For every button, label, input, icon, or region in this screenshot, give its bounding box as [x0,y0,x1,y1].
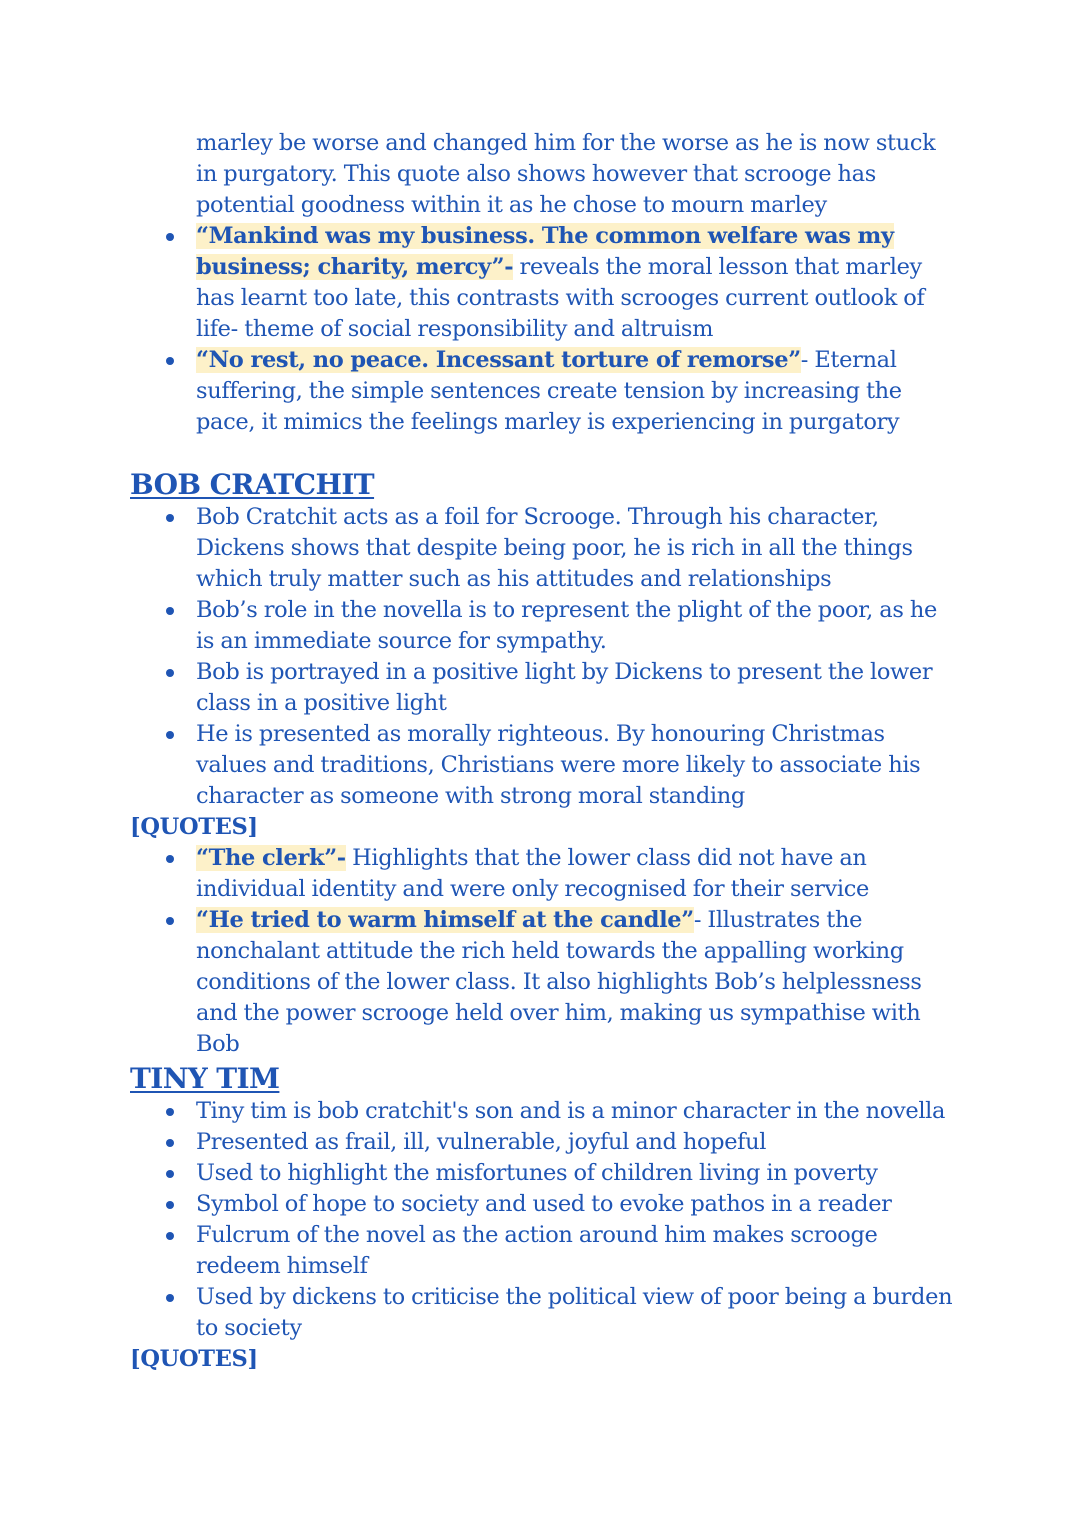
quotes-heading-bob: [QUOTES] [130,814,258,840]
list-item [130,1158,960,1189]
point-text: Bob’s role in the novella is to represent the plight of the poor, as he is an immediate source for sympathy. [196,597,937,654]
point-text: Fulcrum of the novel as the action around him makes scrooge redeem himself [196,1222,878,1279]
point-text: Symbol of hope to society and used to evoke pathos in a reader [196,1191,892,1217]
highlighted-quote: “No rest, no peace. Incessant torture of remorse” [196,347,801,373]
document-page [130,128,960,1375]
highlighted-quote: “The clerk”- [196,845,346,871]
section-heading-bob-cratchit: BOB CRATCHIT [130,468,375,501]
bullet-icon [166,731,174,739]
bullet-icon [166,233,174,241]
quotes-heading-tim: [QUOTES] [130,1346,258,1372]
list-item [130,1189,960,1220]
list-item [130,905,960,1060]
list-item [130,719,960,812]
list-item [130,595,960,657]
list-item [130,657,960,719]
bullet-icon [166,917,174,925]
bullet-icon [166,514,174,522]
bullet-icon [166,1170,174,1178]
bullet-icon [166,855,174,863]
point-text: Bob is portrayed in a positive light by Dickens to present the lower class in a positive light [196,659,933,716]
list-item [130,345,960,438]
section-heading-tiny-tim: TINY TIM [130,1062,280,1095]
bullet-icon [166,1201,174,1209]
quote-analysis: - Eternal suffering, the simple sentences create tension by increasing the pace, it mimics the feelings marley is experiencing in purgatory [196,347,902,435]
point-text: Bob Cratchit acts as a foil for Scrooge. Through his character, Dickens shows that despite being poor, he is rich in all the things which truly matter such as his attitudes and relationships [196,504,913,592]
point-text: Used to highlight the misfortunes of children living in poverty [196,1160,878,1186]
quote-analysis: - Illustrates the nonchalant attitude the rich held towards the appalling working conditions of the lower class. It also highlights Bob’s helplessness and the power scrooge held over him, making us sympathise with Bob [196,907,922,1057]
list-item [130,221,960,345]
marley-quotes-list [130,221,960,438]
bullet-icon [166,357,174,365]
list-item [130,1220,960,1282]
point-text: Used by dickens to criticise the political view of poor being a burden to society [196,1284,953,1341]
list-item [130,1096,960,1127]
bullet-icon [166,1294,174,1302]
marley-continuation-text: marley be worse and changed him for the worse as he is now stuck in purgatory. This quote also shows however that scrooge has potential goodness within it as he chose to mourn marley [196,130,936,218]
bullet-icon [166,1139,174,1147]
bob-quotes-list [130,843,960,1060]
list-item [130,1127,960,1158]
bob-points-list [130,502,960,812]
list-item [130,1282,960,1344]
quote-analysis: reveals the moral lesson that marley has learnt too late, this contrasts with scrooges current outlook of life- theme of social responsibility and altruism [196,254,925,342]
list-item [130,502,960,595]
bullet-icon [166,669,174,677]
tim-points-list [130,1096,960,1344]
bullet-icon [166,607,174,615]
list-item [130,843,960,905]
point-text: Presented as frail, ill, vulnerable, joyful and hopeful [196,1129,767,1155]
point-text: Tiny tim is bob cratchit's son and is a minor character in the novella [196,1098,946,1124]
point-text: He is presented as morally righteous. By honouring Christmas values and traditions, Christians were more likely to associate his character as someone with strong moral standing [196,721,921,809]
bullet-icon [166,1232,174,1240]
highlighted-quote: “He tried to warm himself at the candle” [196,907,694,933]
highlighted-quote: “Mankind was my business. The common welfare was my business; charity, mercy”- [196,223,894,280]
quote-analysis: Highlights that the lower class did not have an individual identity and were only recognised for their service [196,845,869,902]
bullet-icon [166,1108,174,1116]
